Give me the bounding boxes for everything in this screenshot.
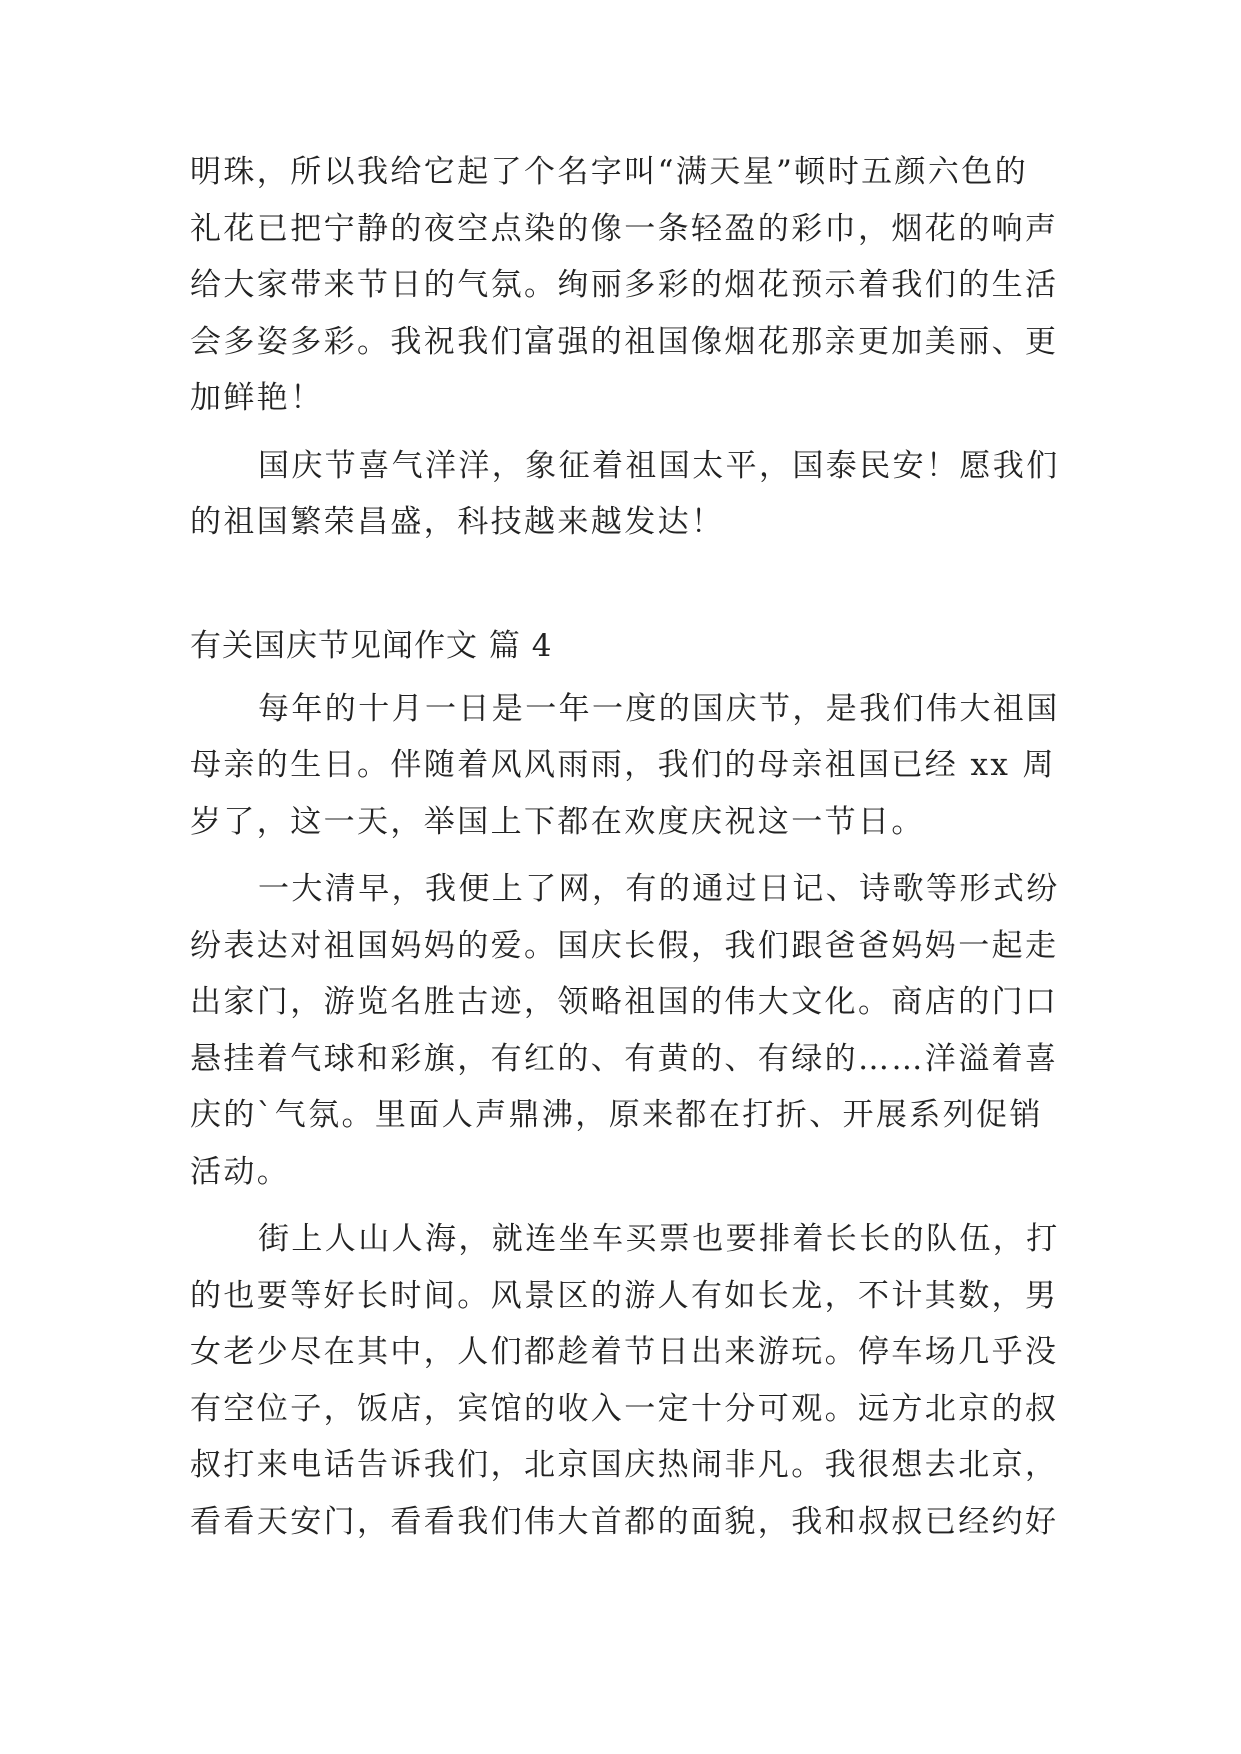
paragraph-line: 活动。 <box>190 1154 291 1190</box>
section-heading: 有关国庆节见闻作文 篇 4 <box>190 628 553 664</box>
paragraph-line: 悬挂着气球和彩旗，有红的、有黄的、有绿的……洋溢着喜 <box>190 1041 1059 1077</box>
paragraph-line: 纷表达对祖国妈妈的爱。国庆长假，我们跟爸爸妈妈一起走 <box>190 928 1059 964</box>
paragraph-line: 母亲的生日。伴随着风风雨雨，我们的母亲祖国已经 xx 周 <box>190 747 1056 783</box>
paragraph-line: 岁了，这一天，举国上下都在欢度庆祝这一节日。 <box>190 804 925 840</box>
paragraph-line: 明珠，所以我给它起了个名字叫“满天星”顿时五颜六色的 <box>190 154 1029 190</box>
paragraph-line: 礼花已把宁静的夜空点染的像一条轻盈的彩巾，烟花的响声 <box>190 211 1059 247</box>
paragraph-line: 街上人山人海，就连坐车买票也要排着长长的队伍，打 <box>258 1221 1060 1257</box>
paragraph-line: 庆的`气氛。里面人声鼎沸，原来都在打折、开展系列促销 <box>190 1097 1043 1133</box>
paragraph-line: 叔打来电话告诉我们，北京国庆热闹非凡。我很想去北京， <box>190 1447 1059 1483</box>
paragraph-line: 的也要等好长时间。风景区的游人有如长龙，不计其数，男 <box>190 1278 1059 1314</box>
paragraph-line: 国庆节喜气洋洋，象征着祖国太平，国泰民安！愿我们 <box>258 448 1060 484</box>
paragraph-line: 给大家带来节日的气氛。绚丽多彩的烟花预示着我们的生活 <box>190 267 1059 303</box>
paragraph-line: 女老少尽在其中，人们都趁着节日出来游玩。停车场几乎没 <box>190 1334 1059 1370</box>
paragraph-line: 加鲜艳！ <box>190 380 324 416</box>
paragraph-line: 看看天安门，看看我们伟大首都的面貌，我和叔叔已经约好 <box>190 1504 1059 1540</box>
paragraph-line: 出家门，游览名胜古迹，领略祖国的伟大文化。商店的门口 <box>190 984 1059 1020</box>
paragraph-line: 一大清早，我便上了网，有的通过日记、诗歌等形式纷 <box>258 871 1060 907</box>
paragraph-line: 有空位子，饭店，宾馆的收入一定十分可观。远方北京的叔 <box>190 1391 1059 1427</box>
paragraph-line: 会多姿多彩。我祝我们富强的祖国像烟花那亲更加美丽、更 <box>190 324 1059 360</box>
paragraph-line: 每年的十月一日是一年一度的国庆节，是我们伟大祖国 <box>258 691 1060 727</box>
paragraph-line: 的祖国繁荣昌盛，科技越来越发达！ <box>190 504 725 540</box>
